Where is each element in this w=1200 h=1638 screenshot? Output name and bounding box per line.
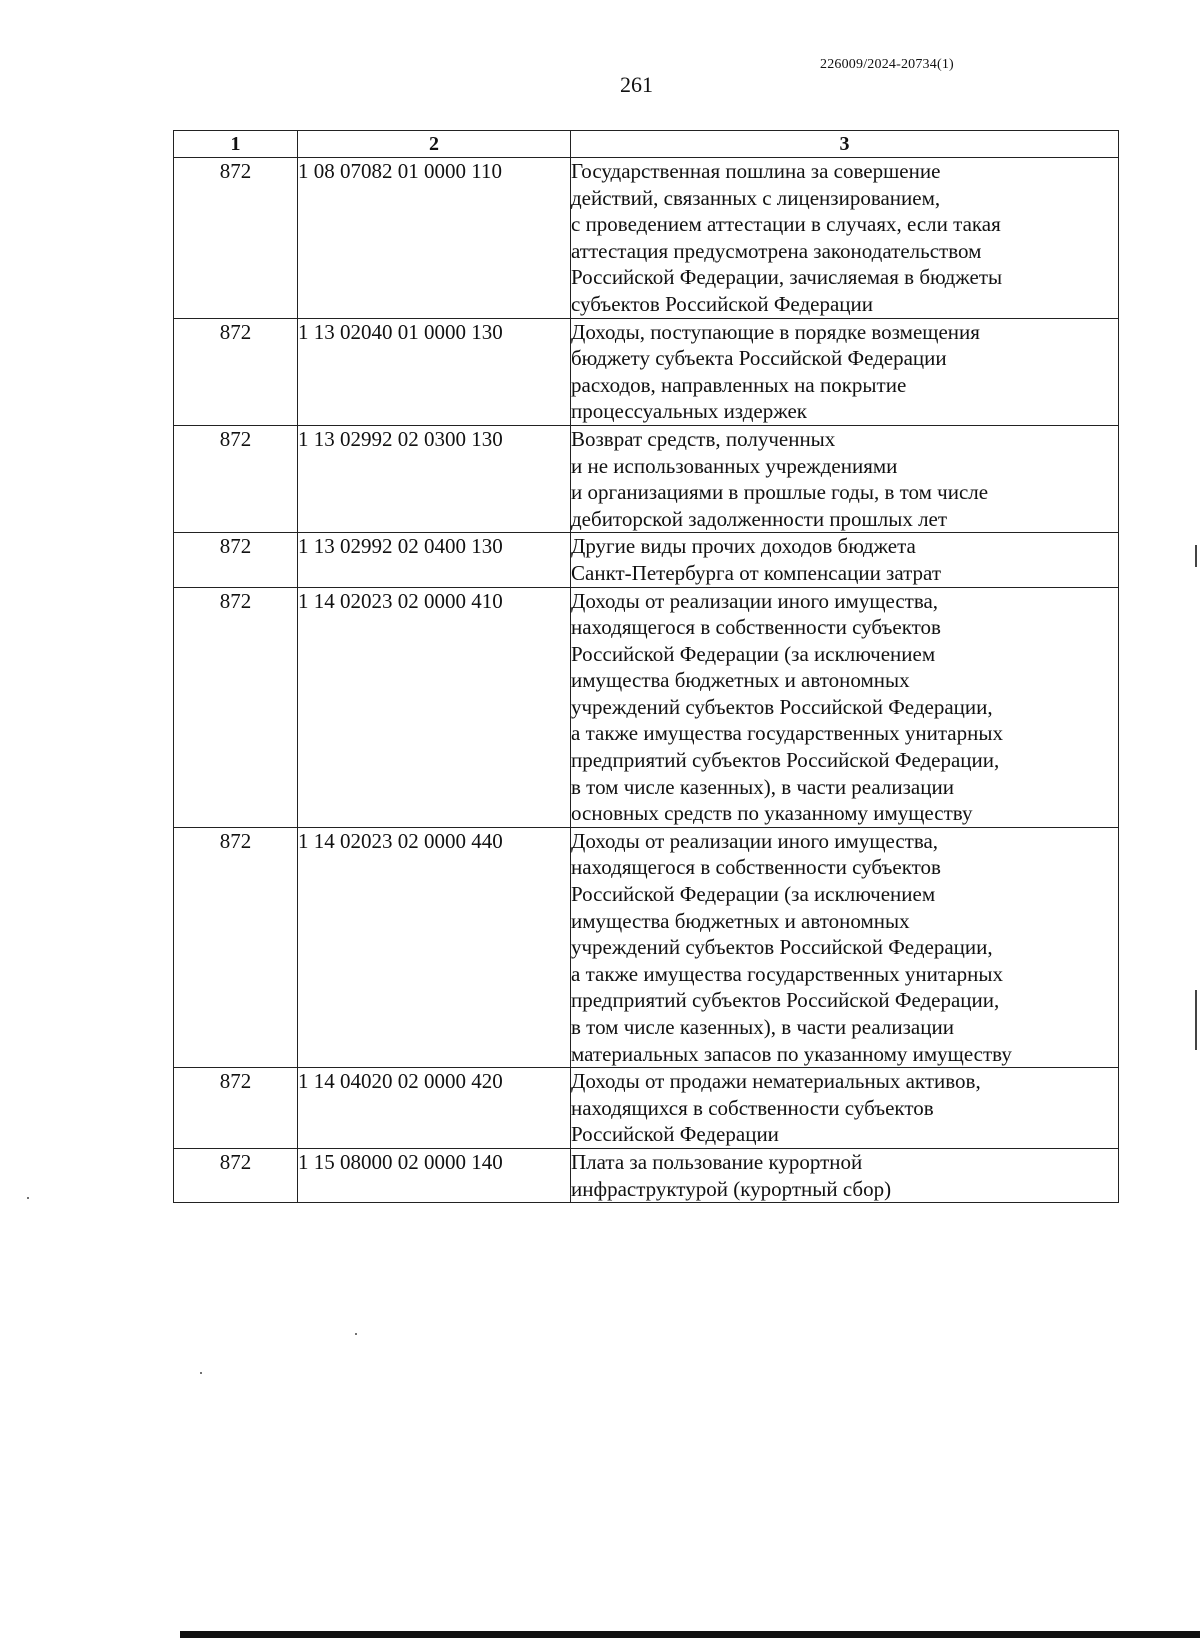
table-row [174,587,1119,827]
page-number: 261 [620,72,653,97]
description-line: материальных запасов по указанному имуществу [571,1041,1012,1066]
revenue-description-cell [571,1068,1119,1149]
description-line: Российской Федерации [571,1122,779,1147]
description-line: а также имущества государственных унитарных [571,721,1003,746]
description-line: находящихся в собственности субъектов [571,1095,934,1120]
description-line: имущества бюджетных и автономных [571,668,910,693]
administrator-code-cell: 872 [174,425,298,532]
description-line: Плата за пользование курортной [571,1149,863,1174]
description-line: с проведением аттестации в случаях, если такая [571,212,1001,237]
revenue-description-cell [571,318,1119,425]
description-line: Другие виды прочих доходов бюджета [571,534,916,559]
table-row [174,1068,1119,1149]
description-line: находящегося в собственности субъектов [571,855,941,880]
description-line: Доходы от продажи нематериальных активов, [571,1069,981,1094]
description-line: Санкт-Петербурга от компенсации затрат [571,560,942,585]
description-line: и не использованных учреждениями [571,453,898,478]
table-row [174,158,1119,319]
description-line: Российской Федерации, зачисляемая в бюджеты [571,265,1003,290]
scan-edge-mark [1195,990,1197,1050]
budget-classification-code-cell: 1 14 02023 02 0000 410 [298,587,571,827]
administrator-code-cell: 872 [174,1148,298,1202]
scan-edge-mark [1195,545,1197,567]
scan-bottom-edge [180,1631,1200,1638]
scan-speck [200,1372,202,1374]
revenue-description-cell [571,827,1119,1067]
administrator-code-cell: 872 [174,1068,298,1149]
revenue-description-cell [571,1148,1119,1202]
description-line: Российской Федерации (за исключением [571,882,936,907]
description-line: учреждений субъектов Российской Федерации, [571,694,993,719]
description-line: Государственная пошлина за совершение [571,159,941,183]
administrator-code-cell: 872 [174,533,298,587]
budget-classification-code-cell: 1 14 04020 02 0000 420 [298,1068,571,1149]
description-line: находящегося в собственности субъектов [571,615,941,640]
description-line: предприятий субъектов Российской Федерации, [571,748,1000,773]
description-line: основных средств по указанному имуществу [571,801,973,826]
description-line: имущества бюджетных и автономных [571,908,910,933]
table-row [174,533,1119,587]
document-registration-number: 226009/2024-20734(1) [820,57,954,72]
description-line: а также имущества государственных унитарных [571,961,1003,986]
table-body [174,158,1119,1203]
description-line: Доходы от реализации иного имущества, [571,588,939,613]
column-header-2: 2 [298,131,571,158]
description-line: предприятий субъектов Российской Федерации, [571,988,1000,1013]
table-header-row [174,131,1119,158]
budget-classification-code-cell: 1 13 02040 01 0000 130 [298,318,571,425]
administrator-code-cell: 872 [174,827,298,1067]
budget-classification-code-cell: 1 13 02992 02 0300 130 [298,425,571,532]
description-line: в том числе казенных), в части реализации [571,774,954,799]
table-row [174,425,1119,532]
scan-speck [355,1333,357,1335]
description-line: Доходы, поступающие в порядке возмещения [571,319,980,344]
description-line: Доходы от реализации иного имущества, [571,828,939,853]
scan-speck [27,1197,29,1199]
budget-classification-code-cell: 1 14 02023 02 0000 440 [298,827,571,1067]
table-row [174,827,1119,1067]
revenue-codes-table [173,130,1119,1203]
description-line: в том числе казенных), в части реализации [571,1015,954,1039]
description-line: и организациями в прошлые годы, в том числе [571,480,989,505]
table-row [174,318,1119,425]
description-line: дебиторской задолженности прошлых лет [571,506,948,531]
description-line: субъектов Российской Федерации [571,291,874,316]
revenue-description-cell [571,425,1119,532]
administrator-code-cell: 872 [174,318,298,425]
description-line: учреждений субъектов Российской Федерации, [571,935,993,960]
description-line: инфраструктурой (курортный сбор) [571,1176,892,1201]
revenue-description-cell [571,587,1119,827]
description-line: Российской Федерации (за исключением [571,641,936,666]
administrator-code-cell: 872 [174,158,298,319]
revenue-description-cell [571,158,1119,319]
description-line: Возврат средств, полученных [571,426,836,451]
budget-classification-code-cell: 1 15 08000 02 0000 140 [298,1148,571,1202]
budget-classification-code-cell: 1 08 07082 01 0000 110 [298,158,571,319]
description-line: действий, связанных с лицензированием, [571,185,941,210]
column-header-3: 3 [571,131,1119,158]
budget-classification-code-cell: 1 13 02992 02 0400 130 [298,533,571,587]
revenue-description-cell [571,533,1119,587]
description-line: расходов, направленных на покрытие [571,372,907,397]
description-line: аттестация предусмотрена законодательством [571,238,982,263]
administrator-code-cell: 872 [174,587,298,827]
description-line: процессуальных издержек [571,399,807,424]
table-row [174,1148,1119,1202]
column-header-1: 1 [174,131,298,158]
description-line: бюджету субъекта Российской Федерации [571,346,947,371]
